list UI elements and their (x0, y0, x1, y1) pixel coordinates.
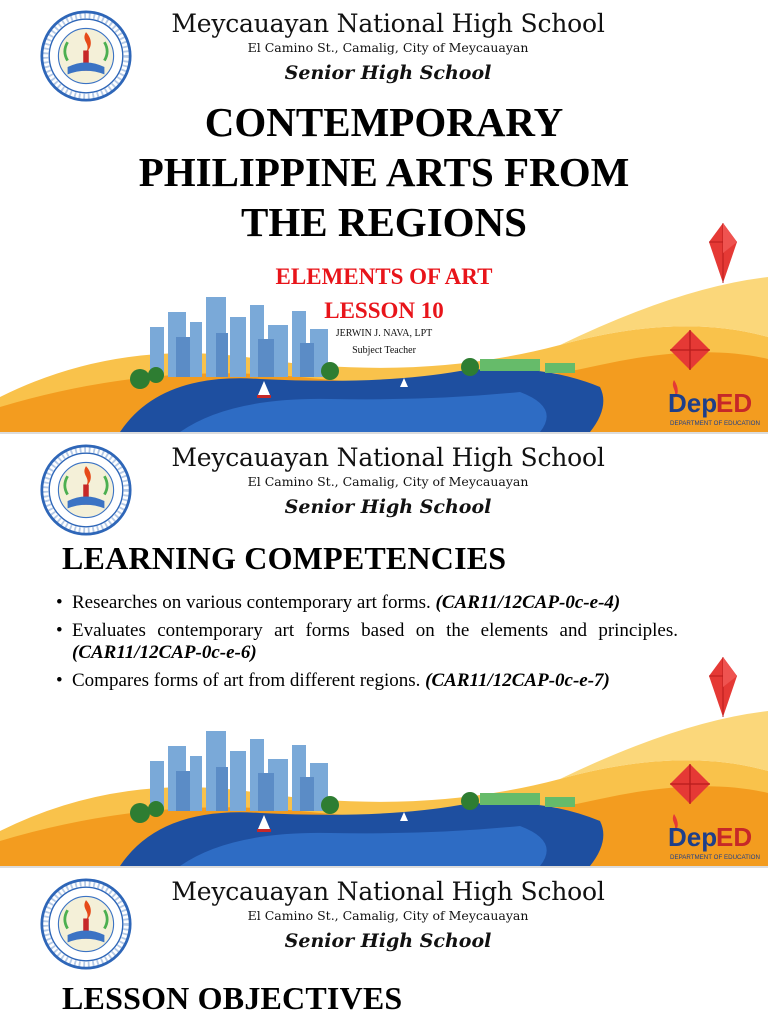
school-header (143, 877, 633, 954)
slide-competencies (0, 434, 768, 866)
school-seal-logo (40, 10, 132, 102)
teacher-role: Subject Teacher (352, 345, 416, 356)
title-line: THE REGIONS (241, 199, 527, 245)
list-item (56, 670, 678, 692)
slide-heading: LEARNING COMPETENCIES (62, 540, 507, 576)
deped-logo (664, 806, 768, 866)
competency-code: (CAR11/12CAP-0c-e-7) (425, 670, 610, 691)
school-header (143, 9, 633, 86)
slide-title-text (60, 97, 708, 247)
competency-text: Evaluates contemporary art forms based on the elements and principles. (72, 620, 678, 641)
coastal-city-banner-image (0, 701, 768, 866)
slide-heading: LESSON OBJECTIVES (62, 980, 403, 1016)
kite-icon (668, 330, 712, 370)
school-seal-logo (40, 444, 132, 536)
kite-icon (668, 764, 712, 804)
school-header (143, 443, 633, 520)
kite-icon (708, 222, 738, 284)
school-address: El Camino St., Camalig, City of Meycauayan (247, 474, 529, 489)
competency-text: Compares forms of art from different regions. (72, 670, 426, 691)
school-seal-logo (40, 878, 132, 970)
competency-code: (CAR11/12CAP-0c-e-6) (72, 642, 257, 663)
school-department: Senior High School (284, 496, 492, 518)
coastal-city-banner-image (0, 267, 768, 432)
list-item (56, 592, 678, 614)
title-line: PHILIPPINE ARTS FROM (138, 149, 630, 195)
competency-list (56, 592, 678, 698)
school-name: Meycauayan National High School (171, 443, 605, 472)
title-line: CONTEMPORARY (204, 99, 564, 145)
kite-icon (708, 656, 738, 718)
school-address: El Camino St., Camalig, City of Meycauayan (247, 908, 529, 923)
teacher-name: JERWIN J. NAVA, LPT (335, 328, 433, 339)
slide-title (0, 0, 768, 432)
lesson-topic: ELEMENTS OF ART (275, 264, 493, 289)
deped-logo (664, 372, 768, 432)
school-name: Meycauayan National High School (171, 9, 605, 38)
school-department: Senior High School (284, 62, 492, 84)
school-address: El Camino St., Camalig, City of Meycauayan (247, 40, 529, 55)
school-department: Senior High School (284, 930, 492, 952)
competency-text: Researches on various contemporary art forms. (72, 592, 436, 613)
lesson-number: LESSON 10 (324, 298, 444, 323)
slide-objectives (0, 868, 768, 1024)
list-item (56, 620, 678, 664)
competency-code: (CAR11/12CAP-0c-e-4) (435, 592, 621, 613)
school-name: Meycauayan National High School (171, 877, 605, 906)
